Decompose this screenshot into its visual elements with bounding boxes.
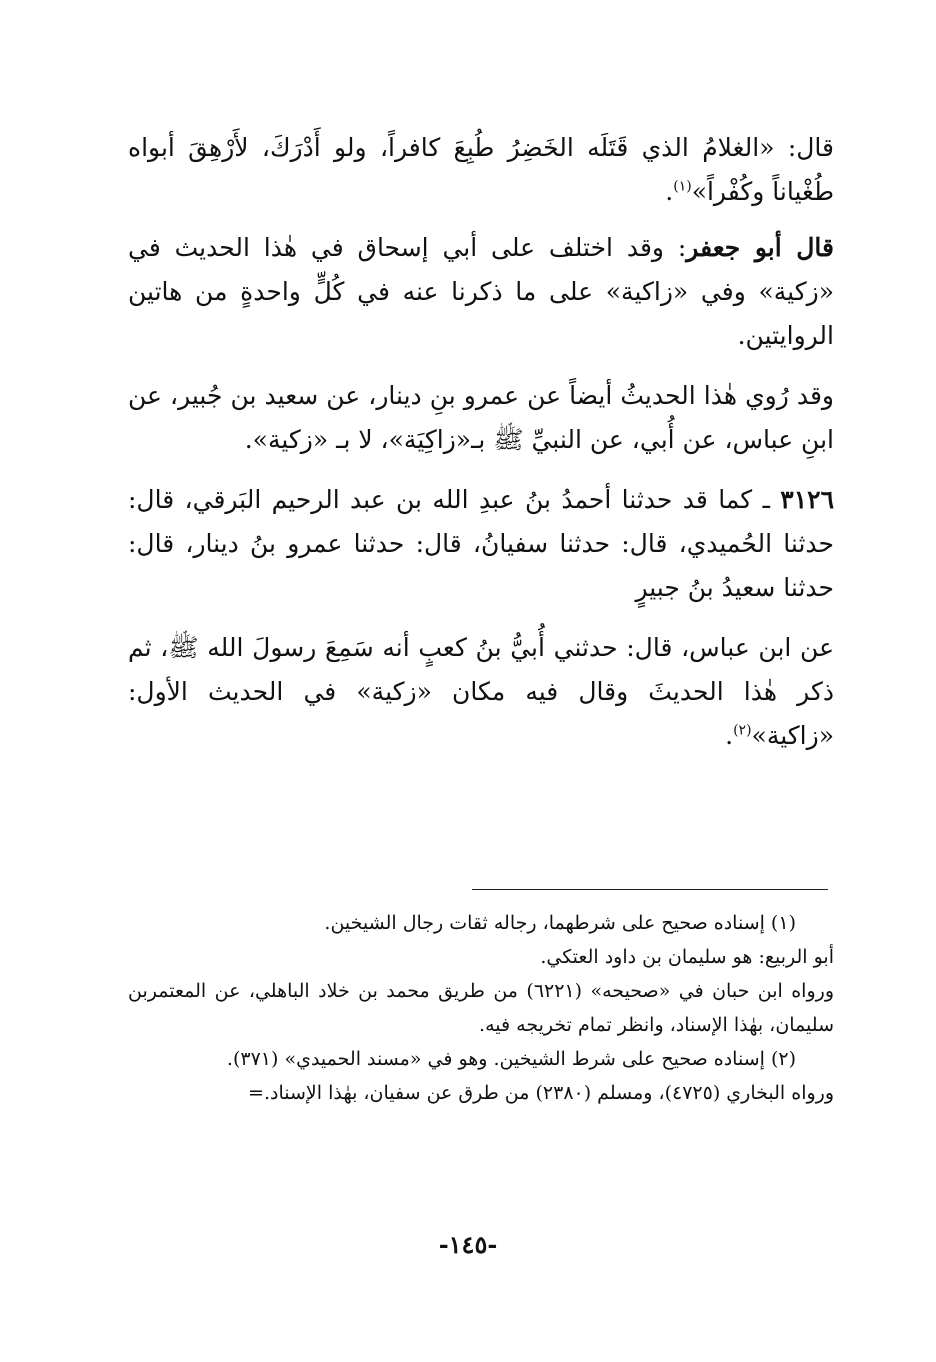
paragraph-1-text: قال: «الغلامُ الذي قَتَلَه الخَضِرُ طُبِعَ كافراً، ولو أَدْرَكَ، لأَرْهِقَ أبواه طُغْياناً وكُفْراً» <box>128 133 834 206</box>
footnote-1-line-3: ورواه ابن حبان في «صحيحه» (٦٢٢١) من طريق محمد بن خلاد الباهلي، عن المعتمربن سليمان، بهٰذا الإسناد، وانظر تمام تخريجه فيه. <box>128 980 834 1036</box>
paragraph-5-end: . <box>725 721 734 750</box>
hadith-3126-text: ـ كما قد حدثنا أحمدُ بنُ عبدِ الله بن عبد الرحيم البَرقي، قال: حدثنا الحُميدي، قال: حدثنا سفيانُ، قال: حدثنا عمرو بنُ دينار، قال: حدثنا سعيدُ بنُ جبيرٍ <box>128 485 834 602</box>
paragraph-2 <box>128 226 834 358</box>
footnote-1-line-2: أبو الربيع: هو سليمان بن داود العتكي. <box>540 946 834 968</box>
page-number: -١٤٥- <box>438 1230 498 1259</box>
footnotes <box>128 906 834 1110</box>
footnote-divider <box>472 889 828 890</box>
main-text <box>128 126 834 774</box>
footnote-ref-2: (٢) <box>733 722 752 739</box>
paragraph-2-text: : وقد اختلف على أبي إسحاق في هٰذا الحديث في «زكية» وفي «زاكية» على ما ذكرنا عنه في كُلٍّ واحدةٍ من هاتين الروايتين. <box>128 233 834 350</box>
paragraph-5 <box>128 626 834 758</box>
hadith-number: ٣١٢٦ <box>780 485 834 514</box>
footnote-2-line-1: (٢) إسناده صحيح على شرط الشيخين. وهو في «مسند الحميدي» (٣٧١). <box>226 1048 796 1070</box>
footnote-1-line-1: (١) إسناده صحيح على شرطهما، رجاله ثقات رجال الشيخين. <box>324 912 796 934</box>
paragraph-5-text: عن ابن عباس، قال: حدثني أُبيُّ بنُ كعبٍ أنه سَمِعَ رسولَ الله ﷺ، ثم ذكر هٰذا الحديثَ وقال فيه مكان «زكية» في الحديث الأول: «زاكية» <box>128 633 834 750</box>
paragraph-1-end: . <box>665 177 674 206</box>
abu-jafar-heading: قال أبو جعفر <box>686 233 834 262</box>
footnote-2-line-2: ورواه البخاري (٤٧٢٥)، ومسلم (٢٣٨٠) من طرق عن سفيان، بهٰذا الإسناد.= <box>248 1082 834 1104</box>
footnote-ref-1: (١) <box>673 178 692 195</box>
paragraph-1 <box>128 126 834 214</box>
paragraph-3-text: وقد رُوي هٰذا الحديثُ أيضاً عن عمرو بنِ دينار، عن سعيد بن جُبير، عن ابنِ عباس، عن أُبي، عن النبيِّ ﷺ بـ«زاكِيَة»، لا بـ «زكية». <box>128 381 834 454</box>
paragraph-3 <box>128 374 834 462</box>
hadith-3126 <box>128 478 834 610</box>
